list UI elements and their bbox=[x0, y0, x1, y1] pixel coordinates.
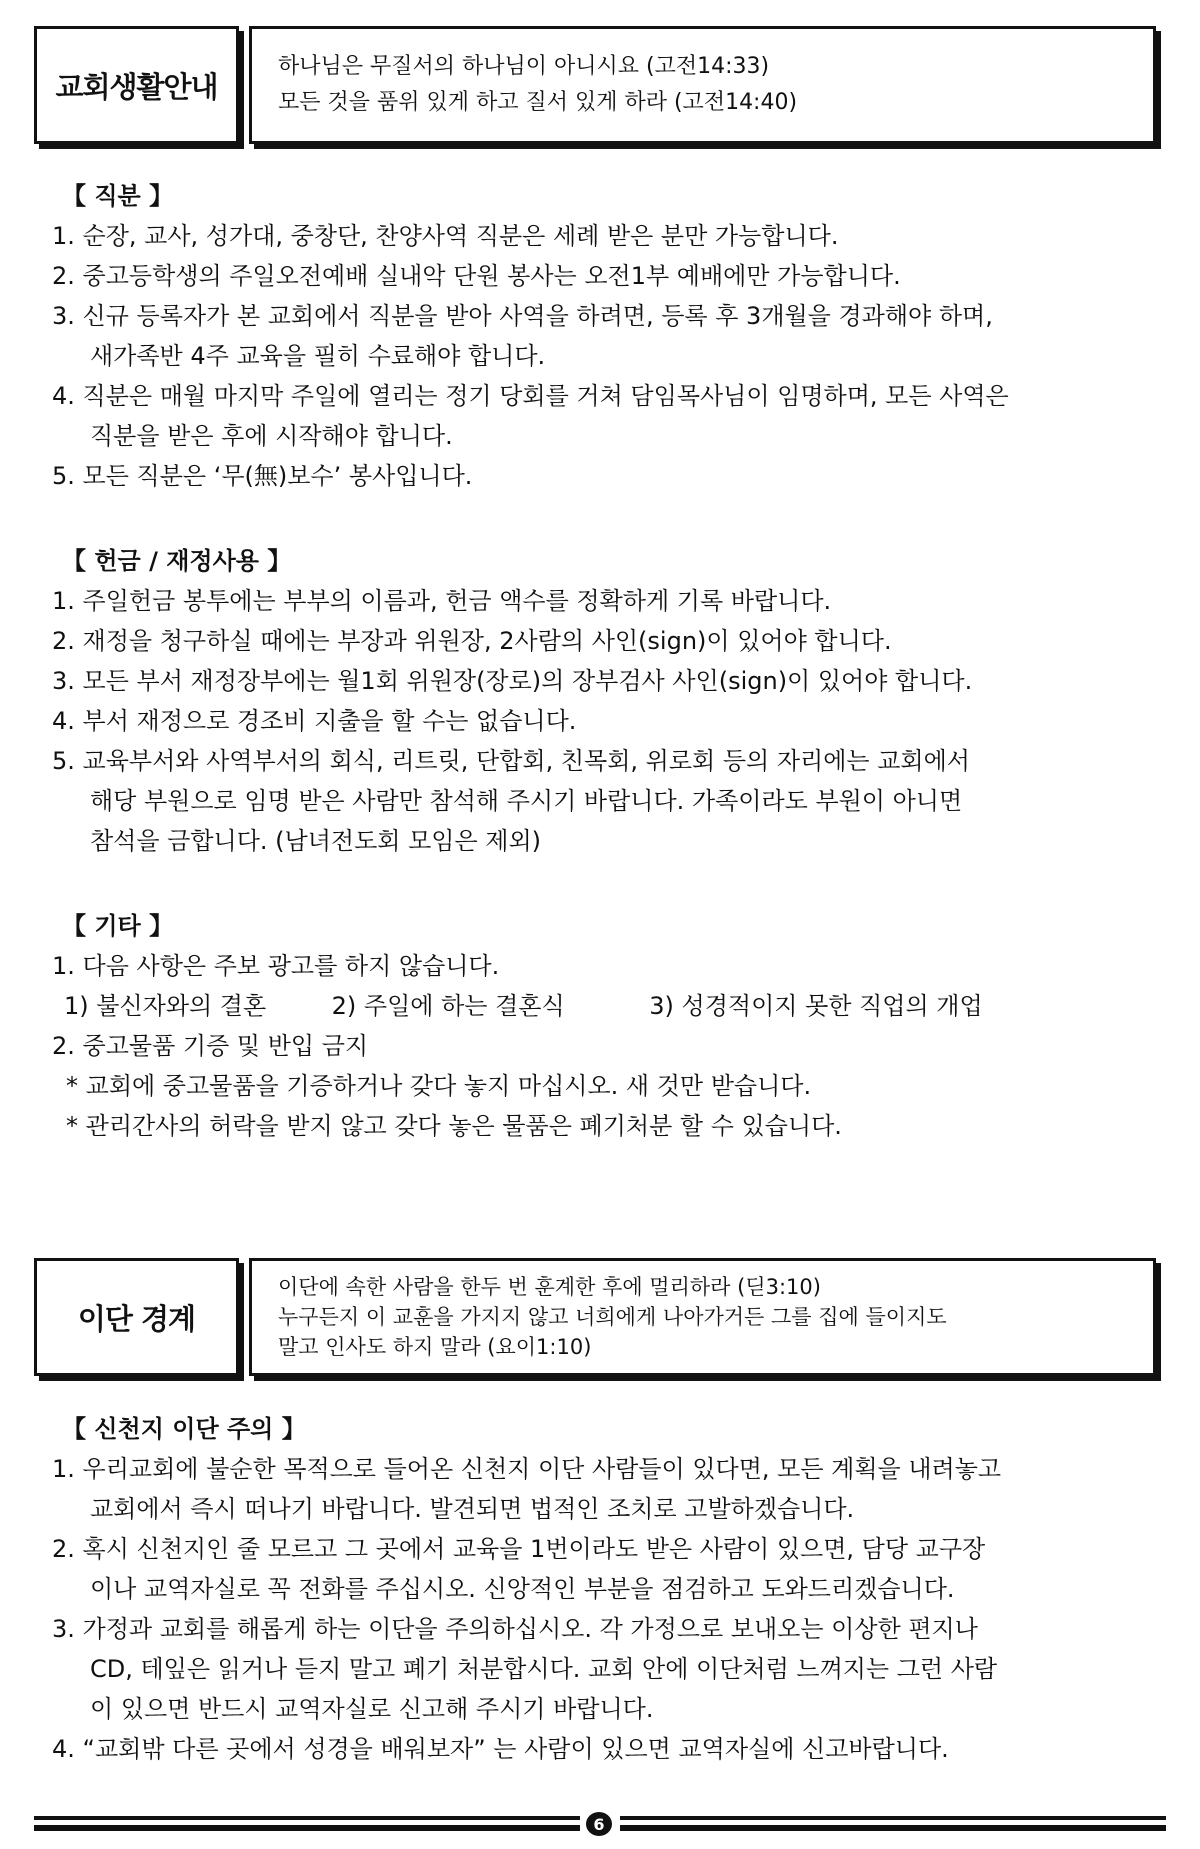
list-item-continuation: 해당 부원으로 임명 받은 사람만 참석해 주시기 바랍니다. 가족이라도 부원이 아니면 bbox=[90, 787, 963, 815]
list-item: 2. 중고등학생의 주일오전예배 실내악 단원 봉사는 오전1부 예배에만 가능합니다. bbox=[52, 262, 901, 290]
list-item-continuation: CD, 테잎은 읽거나 듣지 말고 폐기 처분합시다. 교회 안에 이단처럼 느껴지는 그런 사람 bbox=[90, 1655, 998, 1683]
sub-item: 2) 주일에 하는 결혼식 bbox=[331, 992, 565, 1020]
church-guide-title: 교회생활안내 bbox=[34, 26, 239, 144]
list-item: 1. 우리교회에 불순한 목적으로 들어온 신천지 이단 사람들이 있다면, 모든 계획을 내려놓고 bbox=[52, 1455, 1002, 1483]
footer-rule bbox=[620, 1816, 1166, 1820]
page-number: 6 bbox=[586, 1812, 612, 1836]
sub-item-row bbox=[52, 986, 1152, 1026]
section-title: 【 신천지 이단 주의 】 bbox=[62, 1415, 306, 1443]
list-item: 2. 중고물품 기증 및 반입 금지 bbox=[52, 1032, 369, 1060]
page-footer bbox=[34, 1812, 1166, 1836]
footer-rule bbox=[34, 1825, 580, 1831]
list-item: 1. 순장, 교사, 성가대, 중창단, 찬양사역 직분은 세례 받은 분만 가능합니다. bbox=[52, 222, 839, 250]
verse-line: 하나님은 무질서의 하나님이 아니시요 (고전14:33) bbox=[278, 54, 770, 79]
list-item: 3. 모든 부서 재정장부에는 월1회 위원장(장로)의 장부검사 사인(sign)이 있어야 합니다. bbox=[52, 667, 973, 695]
list-item-continuation: 교회에서 즉시 떠나기 바랍니다. 발견되면 법적인 조치로 고발하겠습니다. bbox=[90, 1495, 855, 1523]
heresy-title: 이단 경계 bbox=[34, 1258, 239, 1376]
church-guide-verses bbox=[249, 26, 1156, 144]
verse-line: 이단에 속한 사람을 한두 번 훈계한 후에 멀리하라 (딛3:10) bbox=[278, 1275, 821, 1299]
footer-rule bbox=[34, 1816, 580, 1820]
church-guide-header bbox=[34, 26, 1156, 150]
verse-line: 누구든지 이 교훈을 가지지 않고 너희에게 나아가거든 그를 집에 들이지도 bbox=[278, 1305, 947, 1329]
list-item: 3. 신규 등록자가 본 교회에서 직분을 받아 사역을 하려면, 등록 후 3개월을 경과해야 하며, bbox=[52, 302, 993, 330]
list-item: 5. 모든 직분은 ‘무(無)보수’ 봉사입니다. bbox=[52, 462, 473, 490]
section-title: 【 헌금 / 재정사용 】 bbox=[62, 547, 292, 575]
list-item: 2. 재정을 청구하실 때에는 부장과 위원장, 2사람의 사인(sign)이 있어야 합니다. bbox=[52, 627, 892, 655]
list-item-continuation: 참석을 금합니다. (남녀전도회 모임은 제외) bbox=[90, 827, 541, 855]
list-item-continuation: 직분을 받은 후에 시작해야 합니다. bbox=[90, 422, 453, 450]
list-item: 2. 혹시 신천지인 줄 모르고 그 곳에서 교육을 1번이라도 받은 사람이 있으면, 담당 교구장 bbox=[52, 1535, 986, 1563]
list-item: 1. 다음 사항은 주보 광고를 하지 않습니다. bbox=[52, 952, 500, 980]
finance-section bbox=[52, 541, 1152, 861]
list-item: 3. 가정과 교회를 해롭게 하는 이단을 주의하십시오. 각 가정으로 보내오는 이상한 편지나 bbox=[52, 1615, 978, 1643]
verse-line: 모든 것을 품위 있게 하고 질서 있게 하라 (고전14:40) bbox=[278, 90, 798, 115]
section-title: 【 기타 】 bbox=[62, 912, 174, 940]
list-item: 4. 직분은 매월 마지막 주일에 열리는 정기 당회를 거쳐 담임목사님이 임명하며, 모든 사역은 bbox=[52, 382, 1009, 410]
heresy-warning-section bbox=[52, 1409, 1152, 1769]
list-item: 1. 주일헌금 봉투에는 부부의 이름과, 헌금 액수를 정확하게 기록 바랍니다. bbox=[52, 587, 832, 615]
section-title: 【 직분 】 bbox=[62, 182, 174, 210]
heresy-verses bbox=[249, 1258, 1156, 1376]
list-item: 4. “교회밖 다른 곳에서 성경을 배워보자” 는 사람이 있으면 교역자실에 신고바랍니다. bbox=[52, 1735, 949, 1763]
sub-item: 1) 불신자와의 결혼 bbox=[64, 992, 267, 1020]
list-item-continuation: 이나 교역자실로 꼭 전화를 주십시오. 신앙적인 부분을 점검하고 도와드리겠습니다. bbox=[90, 1575, 955, 1603]
verse-line: 말고 인사도 하지 말라 (요이1:10) bbox=[278, 1335, 592, 1359]
list-item: 4. 부서 재정으로 경조비 지출을 할 수는 없습니다. bbox=[52, 707, 577, 735]
bullet-item: * 교회에 중고물품을 기증하거나 갖다 놓지 마십시오. 새 것만 받습니다. bbox=[66, 1072, 812, 1100]
list-item: 5. 교육부서와 사역부서의 회식, 리트릿, 단합회, 친목회, 위로회 등의 자리에는 교회에서 bbox=[52, 747, 970, 775]
list-item-continuation: 이 있으면 반드시 교역자실로 신고해 주시기 바랍니다. bbox=[90, 1695, 654, 1723]
footer-rule bbox=[620, 1825, 1166, 1831]
duty-section bbox=[52, 176, 1152, 496]
bullet-item: * 관리간사의 허락을 받지 않고 갖다 놓은 물품은 폐기처분 할 수 있습니다. bbox=[66, 1112, 842, 1140]
list-item-continuation: 새가족반 4주 교육을 필히 수료해야 합니다. bbox=[90, 342, 546, 370]
etc-section bbox=[52, 906, 1152, 1146]
sub-item: 3) 성경적이지 못한 직업의 개업 bbox=[649, 992, 983, 1020]
heresy-header bbox=[34, 1258, 1156, 1382]
